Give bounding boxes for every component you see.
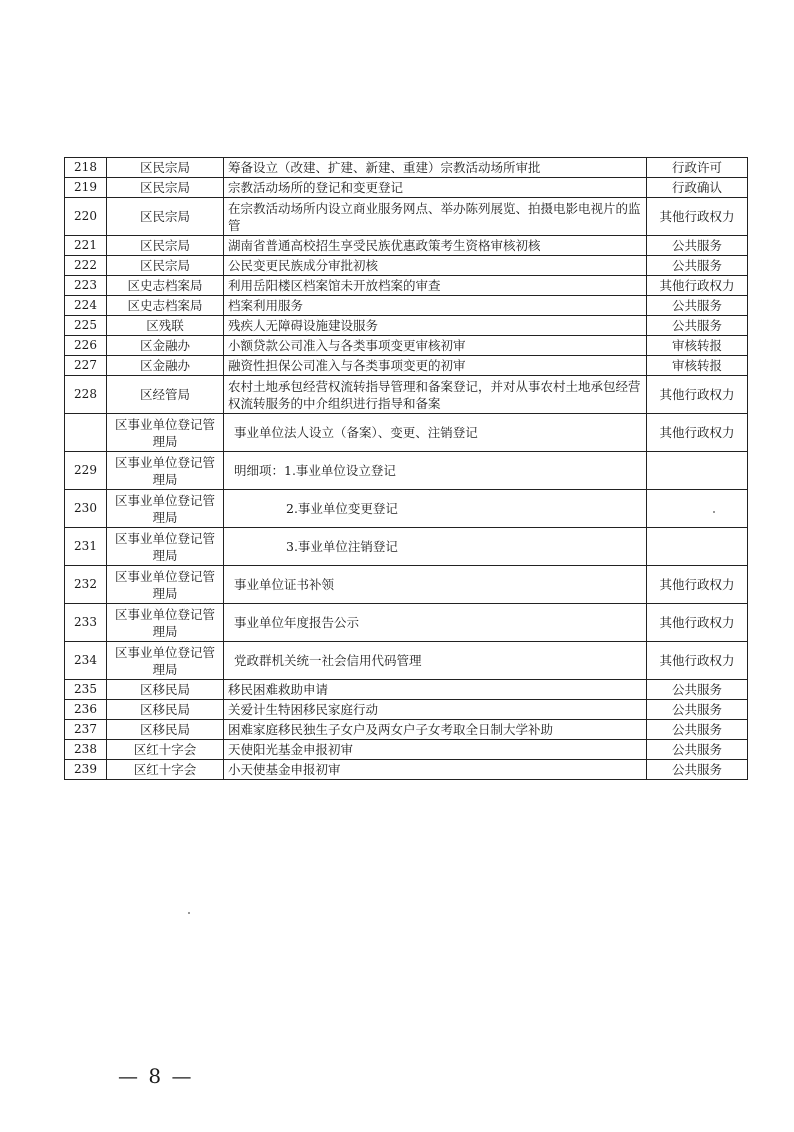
row-number: 220 <box>65 198 107 236</box>
power-item: 2.事业单位变更登记 <box>224 490 647 528</box>
power-item: 移民困难救助申请 <box>224 680 647 700</box>
power-item: 农村土地承包经营权流转指导管理和备案登记，并对从事农村土地承包经营权流转服务的中介组织进行指导和备案 <box>224 376 647 414</box>
row-number: 229 <box>65 452 107 490</box>
power-item: 事业单位年度报告公示 <box>224 604 647 642</box>
table-row <box>65 276 748 296</box>
row-number: 222 <box>65 256 107 276</box>
table-row <box>65 236 748 256</box>
power-type: 公共服务 <box>647 296 748 316</box>
table-row <box>65 158 748 178</box>
row-number: 218 <box>65 158 107 178</box>
department: 区民宗局 <box>107 158 224 178</box>
row-number: 223 <box>65 276 107 296</box>
power-item: 公民变更民族成分审批初核 <box>224 256 647 276</box>
department: 区事业单位登记管理局 <box>107 566 224 604</box>
scan-speck <box>713 511 715 513</box>
scan-speck <box>188 912 190 914</box>
row-number: 239 <box>65 760 107 780</box>
table-row <box>65 178 748 198</box>
row-number: 228 <box>65 376 107 414</box>
power-list-table <box>64 157 748 780</box>
power-item: 党政群机关统一社会信用代码管理 <box>224 642 647 680</box>
department: 区金融办 <box>107 356 224 376</box>
table-row <box>65 256 748 276</box>
table-row <box>65 566 748 604</box>
power-type: 公共服务 <box>647 316 748 336</box>
power-item: 小额贷款公司准入与各类事项变更审核初审 <box>224 336 647 356</box>
table-row <box>65 528 748 566</box>
power-type: 其他行政权力 <box>647 414 748 452</box>
department: 区残联 <box>107 316 224 336</box>
row-number: 233 <box>65 604 107 642</box>
power-item: 3.事业单位注销登记 <box>224 528 647 566</box>
table-row <box>65 316 748 336</box>
power-item: 明细项：1.事业单位设立登记 <box>224 452 647 490</box>
row-number: 231 <box>65 528 107 566</box>
power-item: 关爱计生特困移民家庭行动 <box>224 700 647 720</box>
department: 区民宗局 <box>107 236 224 256</box>
department: 区民宗局 <box>107 198 224 236</box>
power-item: 筹备设立（改建、扩建、新建、重建）宗教活动场所审批 <box>224 158 647 178</box>
department: 区史志档案局 <box>107 296 224 316</box>
page-number: — 8 — <box>118 1064 194 1088</box>
row-number: 237 <box>65 720 107 740</box>
row-number: 235 <box>65 680 107 700</box>
table-row <box>65 296 748 316</box>
row-number: 226 <box>65 336 107 356</box>
department: 区事业单位登记管理局 <box>107 452 224 490</box>
department: 区移民局 <box>107 680 224 700</box>
power-item: 湖南省普通高校招生享受民族优惠政策考生资格审核初核 <box>224 236 647 256</box>
row-number: 232 <box>65 566 107 604</box>
row-number: 227 <box>65 356 107 376</box>
table-row <box>65 356 748 376</box>
department: 区事业单位登记管理局 <box>107 642 224 680</box>
power-type: 公共服务 <box>647 236 748 256</box>
power-type: 其他行政权力 <box>647 604 748 642</box>
power-type: 公共服务 <box>647 740 748 760</box>
power-type: 审核转报 <box>647 356 748 376</box>
table-row <box>65 740 748 760</box>
department: 区红十字会 <box>107 760 224 780</box>
department: 区经管局 <box>107 376 224 414</box>
row-number: 236 <box>65 700 107 720</box>
power-type: 其他行政权力 <box>647 376 748 414</box>
power-type: 其他行政权力 <box>647 642 748 680</box>
row-number: 219 <box>65 178 107 198</box>
power-type <box>647 528 748 566</box>
table-row <box>65 414 748 452</box>
power-type <box>647 452 748 490</box>
table-row <box>65 720 748 740</box>
row-number <box>65 414 107 452</box>
power-type: 公共服务 <box>647 760 748 780</box>
department: 区金融办 <box>107 336 224 356</box>
power-type: 行政确认 <box>647 178 748 198</box>
power-item: 事业单位法人设立（备案）、变更、注销登记 <box>224 414 647 452</box>
row-number: 225 <box>65 316 107 336</box>
power-type: 其他行政权力 <box>647 198 748 236</box>
table-row <box>65 700 748 720</box>
table-row <box>65 198 748 236</box>
department: 区事业单位登记管理局 <box>107 528 224 566</box>
table-row <box>65 760 748 780</box>
table-row <box>65 642 748 680</box>
power-item: 在宗教活动场所内设立商业服务网点、举办陈列展览、拍摄电影电视片的监管 <box>224 198 647 236</box>
power-item: 利用岳阳楼区档案馆未开放档案的审查 <box>224 276 647 296</box>
table-row <box>65 490 748 528</box>
power-type: 公共服务 <box>647 720 748 740</box>
row-number: 234 <box>65 642 107 680</box>
power-item: 事业单位证书补领 <box>224 566 647 604</box>
table-row <box>65 680 748 700</box>
power-item: 宗教活动场所的登记和变更登记 <box>224 178 647 198</box>
row-number: 230 <box>65 490 107 528</box>
power-type: 其他行政权力 <box>647 276 748 296</box>
department: 区事业单位登记管理局 <box>107 414 224 452</box>
table-row <box>65 604 748 642</box>
department: 区移民局 <box>107 720 224 740</box>
row-number: 221 <box>65 236 107 256</box>
power-item: 困难家庭移民独生子女户及两女户子女考取全日制大学补助 <box>224 720 647 740</box>
department: 区事业单位登记管理局 <box>107 604 224 642</box>
row-number: 238 <box>65 740 107 760</box>
power-item: 档案利用服务 <box>224 296 647 316</box>
department: 区事业单位登记管理局 <box>107 490 224 528</box>
power-type: 审核转报 <box>647 336 748 356</box>
power-type: 公共服务 <box>647 700 748 720</box>
department: 区民宗局 <box>107 178 224 198</box>
row-number: 224 <box>65 296 107 316</box>
table-row <box>65 376 748 414</box>
power-type: 公共服务 <box>647 680 748 700</box>
power-item: 残疾人无障碍设施建设服务 <box>224 316 647 336</box>
department: 区移民局 <box>107 700 224 720</box>
table-row <box>65 452 748 490</box>
power-type: 其他行政权力 <box>647 566 748 604</box>
power-item: 小天使基金申报初审 <box>224 760 647 780</box>
power-type: 行政许可 <box>647 158 748 178</box>
department: 区民宗局 <box>107 256 224 276</box>
power-type <box>647 490 748 528</box>
power-item: 天使阳光基金申报初审 <box>224 740 647 760</box>
power-item: 融资性担保公司准入与各类事项变更的初审 <box>224 356 647 376</box>
department: 区史志档案局 <box>107 276 224 296</box>
department: 区红十字会 <box>107 740 224 760</box>
power-type: 公共服务 <box>647 256 748 276</box>
table-row <box>65 336 748 356</box>
